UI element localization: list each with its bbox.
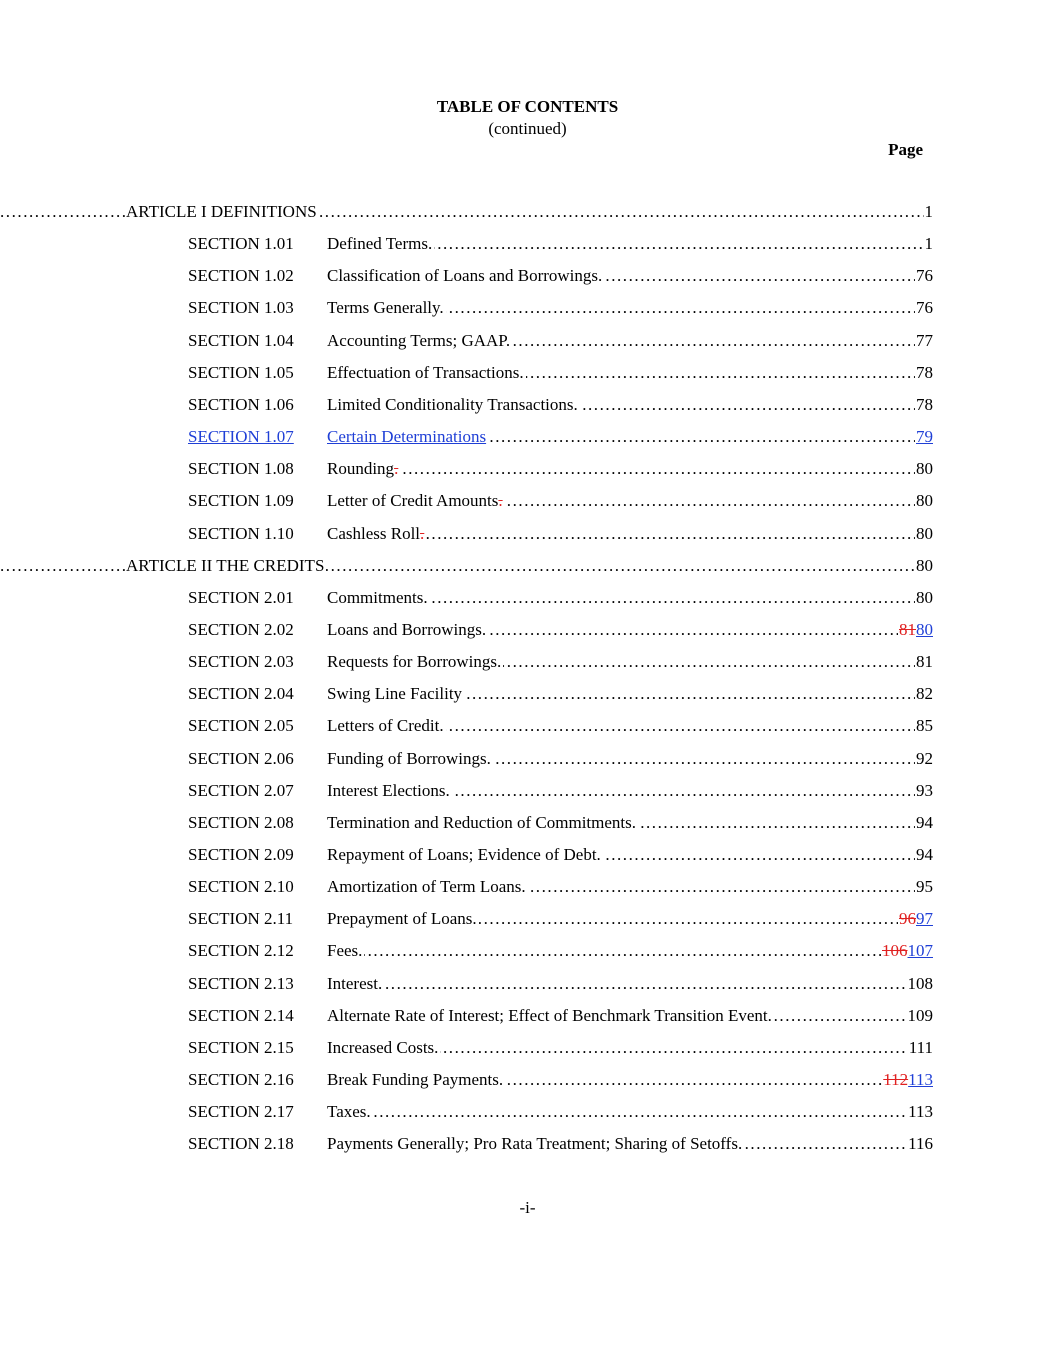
article-title <box>126 555 326 577</box>
page-number <box>915 748 933 770</box>
section-number: SECTION 1.01 <box>188 234 294 253</box>
dot-leader <box>327 1101 931 1123</box>
toc-section-row[interactable] <box>0 940 1055 962</box>
page-number-value: 79 <box>916 427 933 446</box>
page-number <box>915 587 933 609</box>
section-title <box>327 523 426 545</box>
entry-title-text: Limited Conditionality Transactions. <box>327 395 578 414</box>
entry-title-text: Effectuation of Transactions. <box>327 363 524 382</box>
entry-title-text: Amortization of Term Loans. <box>327 877 526 896</box>
page-number <box>915 651 933 673</box>
dot-leader <box>327 973 931 995</box>
page-number <box>915 330 933 352</box>
entry-title-text: Funding of Borrowings. <box>327 749 491 768</box>
section-number: SECTION 1.05 <box>188 363 294 382</box>
page-number-value: 80 <box>916 459 933 478</box>
page-number <box>915 362 933 384</box>
page-number-value: 95 <box>916 877 933 896</box>
page-number-value: 82 <box>916 684 933 703</box>
toc-section-row[interactable] <box>0 265 1055 287</box>
page-number-value: 77 <box>916 331 933 350</box>
section-title <box>327 940 364 962</box>
toc-section-row[interactable] <box>0 973 1055 995</box>
page-number <box>907 1133 933 1155</box>
section-number: SECTION 2.10 <box>188 877 294 896</box>
section-title <box>327 297 446 319</box>
entry-title-text: Commitments. <box>327 588 428 607</box>
section-title <box>327 619 488 641</box>
page-number <box>915 812 933 834</box>
section-number: SECTION 1.07 <box>188 427 294 446</box>
entry-title-text: Requests for Borrowings. <box>327 652 502 671</box>
page-number-value: 111 <box>908 1038 933 1057</box>
toc-section-row[interactable] <box>0 1101 1055 1123</box>
page-number-value: 94 <box>916 813 933 832</box>
section-title <box>327 1101 373 1123</box>
page-number-value: 78 <box>916 395 933 414</box>
entry-title-text: Payments Generally; Pro Rata Treatment; Sharing of Setoffs. <box>327 1134 743 1153</box>
dot-leader <box>327 940 931 962</box>
page-footer-number: -i- <box>519 1198 536 1217</box>
entry-title-text: ARTICLE II THE CREDITS <box>126 556 325 575</box>
section-title <box>327 490 505 512</box>
section-number: SECTION 1.09 <box>188 491 294 510</box>
page-number <box>924 201 934 223</box>
entry-title-text: Terms Generally. <box>327 298 444 317</box>
page-number <box>908 1037 933 1059</box>
deleted-page-number: 81 <box>899 620 916 639</box>
page-number <box>915 683 933 705</box>
page-number-value: 1 <box>924 234 933 253</box>
toc-section-row[interactable] <box>0 1133 1055 1155</box>
section-number: SECTION 2.07 <box>188 781 294 800</box>
toc-section-row[interactable] <box>0 651 1055 673</box>
page-number <box>907 973 934 995</box>
inserted-page-number: 113 <box>908 1070 933 1089</box>
toc-section-row[interactable] <box>0 1005 1055 1027</box>
entry-title-text: Loans and Borrowings. <box>327 620 487 639</box>
toc-section-row[interactable] <box>0 233 1055 255</box>
toc-section-row[interactable] <box>0 523 1055 545</box>
entry-title-text: Break Funding Payments. <box>327 1070 504 1089</box>
section-number: SECTION 2.18 <box>188 1134 294 1153</box>
page-number <box>915 844 933 866</box>
entry-title-text: ARTICLE I DEFINITIONS <box>126 202 317 221</box>
page-number <box>915 265 933 287</box>
entry-title-text: Fees. <box>327 941 363 960</box>
entry-title-text: Increased Costs. <box>327 1038 439 1057</box>
page-number <box>915 297 933 319</box>
toc-section-row[interactable] <box>0 683 1055 705</box>
page-number-value: 80 <box>916 491 933 510</box>
section-number: SECTION 2.09 <box>188 845 294 864</box>
toc-section-row[interactable] <box>0 876 1055 898</box>
section-title <box>327 973 384 995</box>
entry-title-text: Swing Line Facility <box>327 684 463 703</box>
page-number-value: 76 <box>916 266 933 285</box>
section-number: SECTION 2.14 <box>188 1006 294 1025</box>
section-number: SECTION 2.06 <box>188 749 294 768</box>
entry-title-text: Alternate Rate of Interest; Effect of Benchmark Transition Event. <box>327 1006 772 1025</box>
page-number-value: 116 <box>908 1134 933 1153</box>
toc-section-row[interactable] <box>0 426 1055 448</box>
page-number-value: 80 <box>916 524 933 543</box>
page-column-label: Page <box>888 140 923 159</box>
deleted-punctuation: . <box>498 491 503 510</box>
toc-section-row[interactable] <box>0 587 1055 609</box>
toc-section-row[interactable] <box>0 812 1055 834</box>
section-number: SECTION 1.06 <box>188 395 294 414</box>
deleted-page-number: 112 <box>883 1070 909 1089</box>
page-number-value: 108 <box>907 974 933 993</box>
page-number-value: 94 <box>916 845 933 864</box>
page-number <box>907 1101 933 1123</box>
section-number: SECTION 2.15 <box>188 1038 294 1057</box>
toc-section-row[interactable] <box>0 1069 1055 1091</box>
page-number <box>915 490 933 512</box>
entry-title-text: Classification of Loans and Borrowings. <box>327 266 603 285</box>
section-title <box>327 394 580 416</box>
section-number: SECTION 1.04 <box>188 331 294 350</box>
page-number <box>915 876 933 898</box>
section-title <box>327 683 464 705</box>
entry-title-text: Termination and Reduction of Commitments. <box>327 813 637 832</box>
entry-title-text: Cashless Roll <box>327 524 421 543</box>
entry-title-text: Prepayment of Loans. <box>327 909 477 928</box>
page-number <box>882 1069 933 1091</box>
deleted-punctuation: . <box>420 524 425 543</box>
section-title <box>327 844 603 866</box>
page-number-value: 80 <box>916 556 933 575</box>
section-number: SECTION 2.13 <box>188 974 294 993</box>
section-title <box>327 780 452 802</box>
toc-section-row[interactable] <box>0 844 1055 866</box>
toc-article-row[interactable] <box>0 555 1055 577</box>
toc-subtitle: (continued) <box>488 119 567 138</box>
page-number <box>915 523 933 545</box>
section-title <box>327 1037 440 1059</box>
dot-leader <box>327 458 931 480</box>
page-number <box>907 1005 934 1027</box>
toc-section-row[interactable] <box>0 1037 1055 1059</box>
section-title <box>327 876 528 898</box>
section-title <box>327 426 488 448</box>
section-number: SECTION 2.11 <box>188 909 294 928</box>
section-number: SECTION 2.08 <box>188 813 294 832</box>
section-number: SECTION 2.05 <box>188 716 294 735</box>
section-number: SECTION 2.03 <box>188 652 294 671</box>
section-number: SECTION 2.01 <box>188 588 294 607</box>
deleted-page-number: 96 <box>899 909 916 928</box>
section-number: SECTION 1.02 <box>188 266 294 285</box>
entry-title-text: Defined Terms. <box>327 234 433 253</box>
section-title <box>327 362 526 384</box>
section-title <box>327 748 493 770</box>
page-number <box>915 780 933 802</box>
toc-section-row[interactable] <box>0 394 1055 416</box>
entry-title-text: Accounting Terms; GAAP. <box>327 331 511 350</box>
deleted-page-number: 106 <box>882 941 908 960</box>
page-number <box>915 555 933 577</box>
toc-section-row[interactable] <box>0 715 1055 737</box>
entry-title-text: Letter of Credit Amounts <box>327 491 499 510</box>
page-number-value: 113 <box>908 1102 933 1121</box>
toc-section-row[interactable] <box>0 490 1055 512</box>
page-number-value: 109 <box>907 1006 933 1025</box>
toc-title: TABLE OF CONTENTS <box>436 97 619 116</box>
section-title <box>327 1069 505 1091</box>
inserted-page-number: 107 <box>907 941 933 960</box>
page-number-value: 85 <box>916 716 933 735</box>
section-number: SECTION 2.16 <box>188 1070 294 1089</box>
page-number <box>915 458 933 480</box>
page-number-value: 80 <box>916 588 933 607</box>
section-number: SECTION 1.10 <box>188 524 294 543</box>
section-title <box>327 1133 744 1155</box>
toc-section-row[interactable] <box>0 908 1055 930</box>
section-number: SECTION 2.04 <box>188 684 294 703</box>
section-title <box>327 812 638 834</box>
section-number: SECTION 2.17 <box>188 1102 294 1121</box>
section-title <box>327 233 434 255</box>
section-title <box>327 1005 774 1027</box>
page-number <box>898 908 933 930</box>
inserted-page-number: 80 <box>916 620 933 639</box>
inserted-page-number: 97 <box>916 909 933 928</box>
page-number-value: 78 <box>916 363 933 382</box>
entry-title-text: Letters of Credit. <box>327 716 444 735</box>
section-title <box>327 651 503 673</box>
toc-section-row[interactable] <box>0 458 1055 480</box>
section-number: SECTION 1.03 <box>188 298 294 317</box>
section-title <box>327 265 604 287</box>
entry-title-text: Interest. <box>327 974 383 993</box>
toc-section-row[interactable] <box>0 619 1055 641</box>
entry-title-text: Rounding <box>327 459 395 478</box>
article-title <box>126 201 319 223</box>
toc-section-row[interactable] <box>0 748 1055 770</box>
section-number: SECTION 1.08 <box>188 459 294 478</box>
page-number <box>924 233 934 255</box>
entry-title-text: Taxes. <box>327 1102 371 1121</box>
page-number-value: 1 <box>924 202 933 221</box>
section-title <box>327 458 400 480</box>
entry-title-text: Certain Determinations <box>327 427 487 446</box>
section-title <box>327 330 512 352</box>
toc-section-row[interactable] <box>0 330 1055 352</box>
section-number: SECTION 2.12 <box>188 941 294 960</box>
entry-title-text: Interest Elections. <box>327 781 450 800</box>
page-number <box>881 940 933 962</box>
entry-title-text: Repayment of Loans; Evidence of Debt. <box>327 845 601 864</box>
section-title <box>327 715 446 737</box>
toc-section-row[interactable] <box>0 362 1055 384</box>
section-title <box>327 908 479 930</box>
section-title <box>327 587 430 609</box>
page-number <box>915 715 933 737</box>
page-number-value: 76 <box>916 298 933 317</box>
page-number <box>915 394 933 416</box>
toc-section-row[interactable] <box>0 297 1055 319</box>
deleted-punctuation: . <box>394 459 399 478</box>
toc-article-row[interactable] <box>0 201 1055 223</box>
toc-section-row[interactable] <box>0 780 1055 802</box>
section-number: SECTION 2.02 <box>188 620 294 639</box>
page-number-value: 81 <box>916 652 933 671</box>
page-number <box>898 619 933 641</box>
page-number <box>915 426 933 448</box>
page-number-value: 93 <box>916 781 933 800</box>
page-number-value: 92 <box>916 749 933 768</box>
